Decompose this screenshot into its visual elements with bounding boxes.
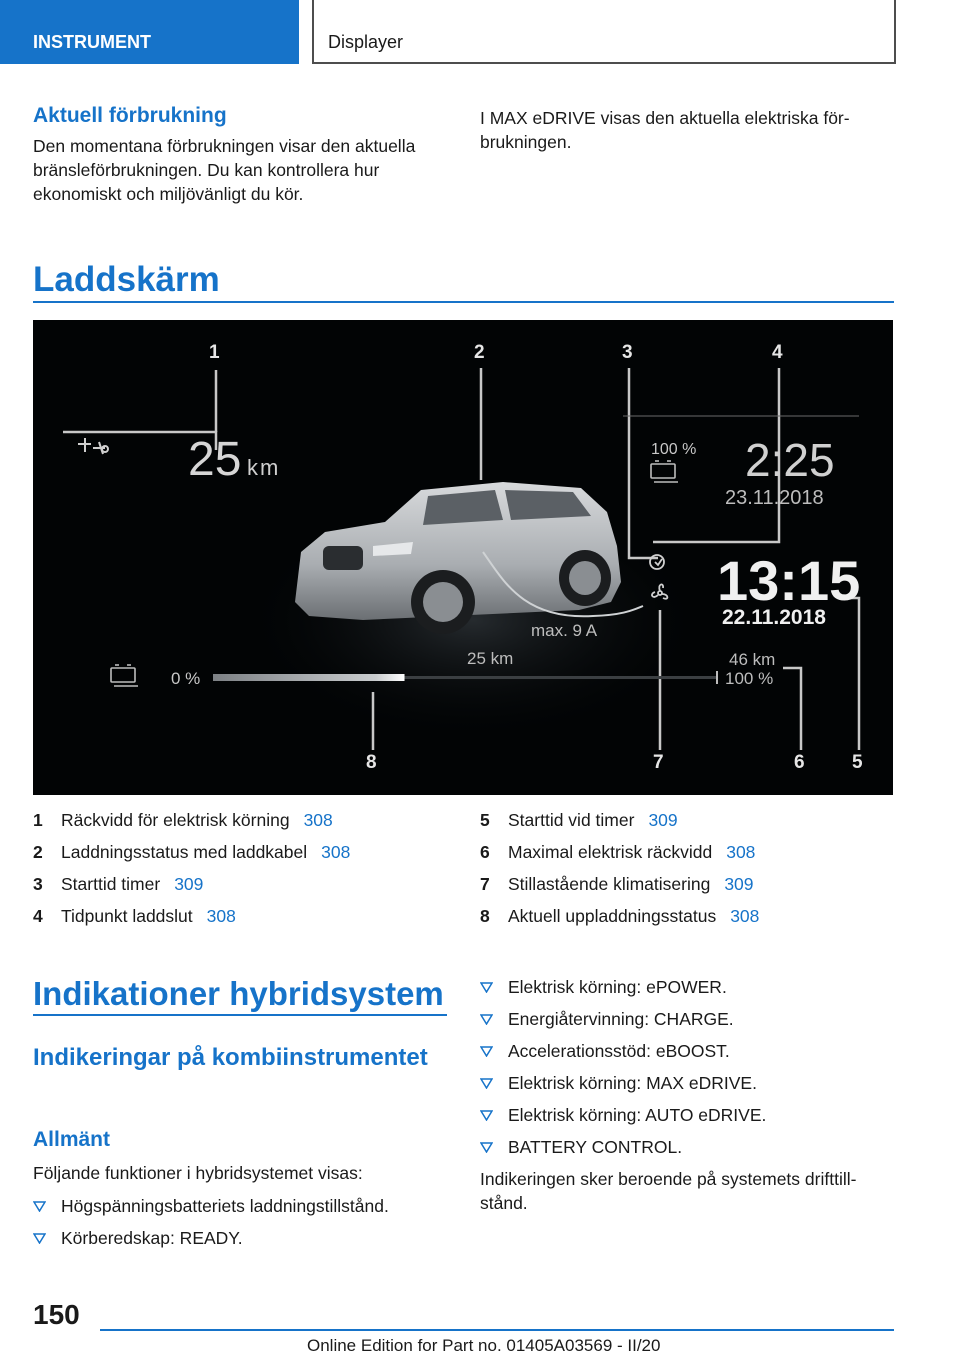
- max-current: max. 9 A: [531, 621, 598, 640]
- page-number: 150: [33, 1299, 80, 1330]
- bullet-item: [33, 1194, 453, 1226]
- aktuell-section: [33, 104, 453, 206]
- closing-note: [480, 1167, 900, 1215]
- display-graphic: [33, 320, 893, 795]
- bar-pct-low: 0 %: [171, 669, 201, 688]
- page-ref-link[interactable]: 309: [174, 874, 204, 894]
- intro-text: Följande funktioner i hybridsystemet visas:: [33, 1163, 363, 1183]
- page-ref-link[interactable]: 308: [321, 842, 351, 862]
- page-ref-link[interactable]: 308: [730, 906, 760, 926]
- aktuell-line: ekonomiskt och miljövänligt du kör.: [33, 184, 304, 204]
- legend-text: Räckvidd för elektrisk körning: [61, 810, 290, 830]
- maxedrive-line: brukningen.: [480, 132, 572, 152]
- aktuell-line: Den momentana förbrukningen visar den aktuella: [33, 136, 416, 156]
- closing-line: stånd.: [480, 1193, 528, 1213]
- bullet-text: BATTERY CONTROL.: [508, 1137, 683, 1157]
- bullet-item: [33, 1226, 453, 1258]
- bullet-item: [480, 1039, 900, 1071]
- aktuell-line: bränsleförbrukningen. Du kan kontrollera hur: [33, 160, 380, 180]
- callout-number: 7: [653, 752, 664, 773]
- bullet-text: Elektrisk körning: AUTO eDRIVE.: [508, 1105, 767, 1125]
- callout-number: 1: [209, 342, 220, 363]
- triangle-bullet-icon: [480, 1046, 493, 1057]
- page-ref-link[interactable]: 309: [724, 874, 754, 894]
- subsection-tab: Displayer: [312, 0, 896, 64]
- date-start: 22.11.2018: [722, 606, 826, 629]
- bullet-text: Högspänningsbatteriets laddningstillstånd.: [61, 1196, 389, 1216]
- bullet-text: Accelerationsstöd: eBOOST.: [508, 1041, 730, 1061]
- bullet-item: [480, 1135, 900, 1167]
- allmant-heading: Allmänt: [33, 1128, 111, 1151]
- legend-num: 7: [480, 874, 490, 894]
- legend-item: [33, 840, 453, 872]
- heading-rule: [33, 1014, 447, 1016]
- date-end: 23.11.2018: [725, 487, 824, 509]
- legend-num: 5: [480, 810, 490, 830]
- footer-rule: [100, 1329, 894, 1331]
- bullet-item: [480, 975, 900, 1007]
- legend-text: Aktuell uppladdningsstatus: [508, 906, 717, 926]
- legend-num: 6: [480, 842, 490, 862]
- bullet-list-right: [480, 975, 900, 1167]
- maxedrive-line: I MAX eDRIVE visas den aktuella elektriska för-: [480, 108, 850, 128]
- laddskarm-heading: Laddskärm: [33, 260, 220, 299]
- legend-text: Starttid timer: [61, 874, 161, 894]
- legend-num: 4: [33, 906, 43, 926]
- charging-plug-icon: [78, 438, 108, 454]
- charge-bar-fill: [213, 674, 405, 681]
- bullet-list-left: [33, 1194, 453, 1258]
- closing-line: Indikeringen sker beroende på systemets drifttill-: [480, 1169, 857, 1189]
- range-value: 25: [188, 433, 242, 486]
- callout-number: 8: [366, 752, 377, 773]
- aktuell-heading: Aktuell förbrukning: [33, 104, 227, 127]
- triangle-bullet-icon: [33, 1233, 46, 1244]
- legend-num: 8: [480, 906, 490, 926]
- page-ref-link[interactable]: 308: [206, 906, 236, 926]
- indikeringar-subheading: Indikeringar på kombiinstrumentet: [33, 1044, 428, 1071]
- legend-item: [480, 904, 900, 936]
- triangle-bullet-icon: [480, 1014, 493, 1025]
- callout-number: 5: [852, 752, 863, 773]
- triangle-bullet-icon: [480, 982, 493, 993]
- indikationer-heading: Indikationer hybridsystem: [33, 975, 444, 1012]
- time-start: 13:15: [717, 549, 861, 612]
- legend-item: [33, 808, 453, 840]
- time-end: 2:25: [745, 434, 835, 486]
- legend-text: Laddningsstatus med laddkabel: [61, 842, 308, 862]
- triangle-bullet-icon: [480, 1142, 493, 1153]
- heading-rule: [33, 301, 894, 303]
- charging-display-image: [33, 320, 893, 795]
- page-ref-link[interactable]: 308: [303, 810, 333, 830]
- legend-text: Tidpunkt laddslut: [61, 906, 193, 926]
- triangle-bullet-icon: [33, 1201, 46, 1212]
- legend-item: [33, 872, 453, 904]
- bullet-text: Elektrisk körning: MAX eDRIVE.: [508, 1073, 757, 1093]
- legend-left: [33, 808, 453, 936]
- legend-item: [480, 840, 900, 872]
- triangle-bullet-icon: [480, 1078, 493, 1089]
- legend-item: [480, 872, 900, 904]
- legend-num: 3: [33, 874, 43, 894]
- battery-pct-top: 100 %: [651, 441, 697, 458]
- legend-num: 1: [33, 810, 43, 830]
- callout-number: 4: [772, 342, 783, 363]
- callout-number: 2: [474, 342, 485, 363]
- maxedrive-note: [480, 106, 900, 154]
- section-tab: INSTRUMENT: [0, 0, 299, 64]
- legend-text: Starttid vid timer: [508, 810, 635, 830]
- bullet-item: [480, 1071, 900, 1103]
- callout-number: 3: [622, 342, 633, 363]
- range-unit: km: [247, 455, 281, 480]
- battery-icon: [651, 461, 678, 482]
- bullet-item: [480, 1103, 900, 1135]
- bullet-item: [480, 1007, 900, 1039]
- bar-pct-high: 100 %: [725, 669, 774, 688]
- legend-num: 2: [33, 842, 43, 862]
- legend-item: [480, 808, 900, 840]
- bullet-text: Körberedskap: READY.: [61, 1228, 243, 1248]
- page-ref-link[interactable]: 308: [726, 842, 756, 862]
- callout-number: 6: [794, 752, 805, 773]
- legend-right: [480, 808, 900, 936]
- legend-text: Maximal elektrisk räckvidd: [508, 842, 713, 862]
- bullet-text: Elektrisk körning: ePOWER.: [508, 977, 727, 997]
- triangle-bullet-icon: [480, 1110, 493, 1121]
- legend-text: Stillastående klimatisering: [508, 874, 711, 894]
- bullet-text: Energiåtervinning: CHARGE.: [508, 1009, 734, 1029]
- legend-item: [33, 904, 453, 936]
- bar-max-km: 46 km: [729, 650, 776, 669]
- bar-km: 25 km: [467, 649, 514, 668]
- edition-footer: Online Edition for Part no. 01405A03569 - II/20: [307, 1336, 661, 1355]
- page-ref-link[interactable]: 309: [648, 810, 678, 830]
- bar-battery-icon: [111, 665, 138, 686]
